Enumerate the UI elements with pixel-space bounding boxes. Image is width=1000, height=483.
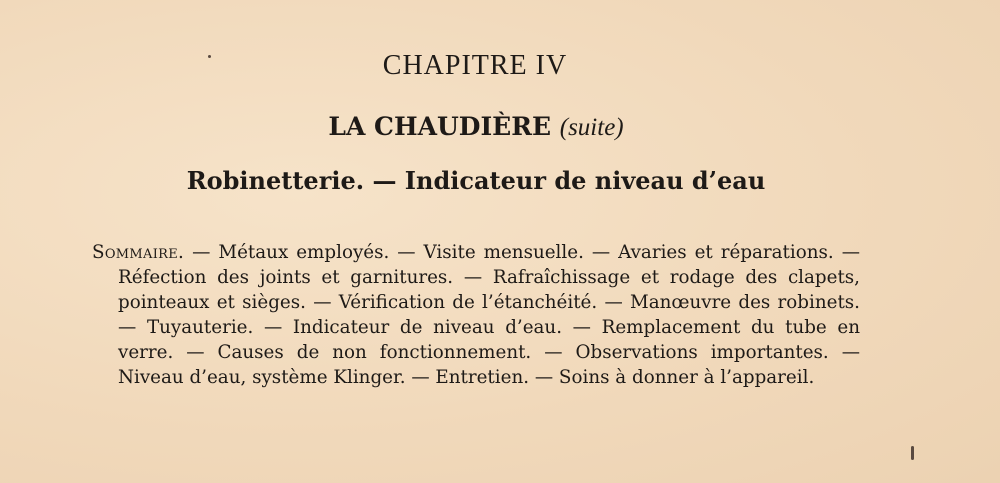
section-title-main: LA CHAUDIÈRE (328, 112, 552, 141)
summary-text: — Métaux employés. — Visite mensuelle. — Avaries et réparations. — Réfection des joints et garnitures. — Rafraîchissage et rodage des clapets, pointeaux et sièges. — Vérification de l’étanchéité. — Manœuvre des robinets. — Tuyauterie. — Indicateur de niveau d’eau. — Remplacement du tube en verre. — Causes de non fonctionnement. — Observations importantes. — Niveau d’eau, système Klinger. — Entretien. — Soins à donner à l’appareil. (118, 242, 860, 388)
section-subtitle: Robinetterie. — Indicateur de niveau d’eau (186, 166, 766, 195)
section-title-suffix: (suite) (559, 114, 624, 141)
summary-label: Sommaire. (92, 242, 185, 263)
section-title (0, 112, 952, 142)
chapter-title: CHAPITRE IV (382, 50, 568, 81)
paper-speck (208, 55, 211, 58)
paper-speck (911, 446, 914, 460)
summary-paragraph (92, 240, 860, 390)
